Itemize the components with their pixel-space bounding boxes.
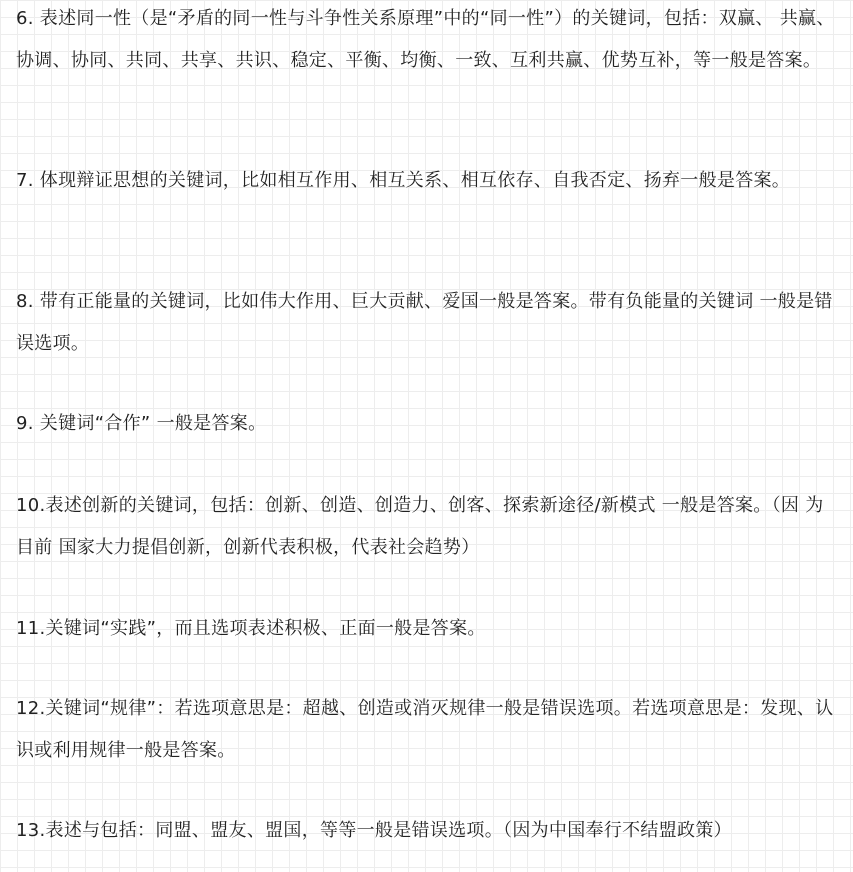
paragraph-item-8: 8. 带有正能量的关键词，比如伟大作用、巨大贡献、爱国一般是答案。带有负能量的关键词 一般是错误选项。 [16, 291, 833, 354]
paragraph-item-13: 13.表述与包括：同盟、盟友、盟国，等等一般是错误选项。（因为中国奉行不结盟政策） [16, 820, 732, 841]
paragraph-item-10: 10.表述创新的关键词，包括：创新、创造、创造力、创客、探索新途径/新模式 一般是答案。（因 为目前 国家大力提倡创新，创新代表积极，代表社会趋势） [16, 495, 824, 558]
paragraph-item-12: 12.关键词“规律”：若选项意思是：超越、创造或消灭规律一般是错误选项。若选项意思是：发现、认识或利用规律一般是答案。 [16, 698, 834, 761]
paragraph-item-9: 9. 关键词“合作” 一般是答案。 [16, 413, 267, 434]
paragraph-item-6: 6. 表述同一性（是“矛盾的同一性与斗争性关系原理”中的“同一性”）的关键词，包括：双赢、 共赢、协调、协同、共同、共享、共识、稳定、平衡、均衡、一致、互利共赢、优势互补，等一般是答案。 [16, 8, 835, 71]
paragraph-item-11: 11.关键词“实践”，而且选项表述积极、正面一般是答案。 [16, 618, 486, 639]
paragraph-item-7: 7. 体现辩证思想的关键词，比如相互作用、相互关系、相互依存、自我否定、扬弃一般是答案。 [16, 170, 791, 191]
